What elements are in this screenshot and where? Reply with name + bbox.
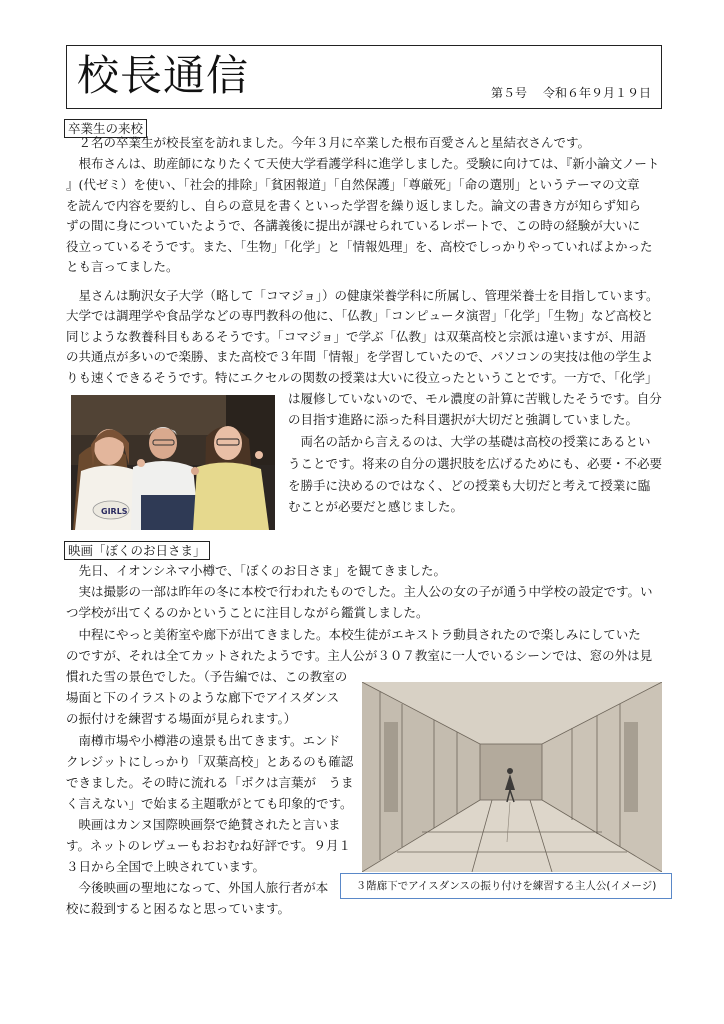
- paragraph-line: 中程にやっと美術室や廊下が出てきました。本校生徒がエキストラ動員されたので楽しみにしていた: [66, 627, 641, 642]
- hallway-sketch-graphic: [362, 682, 662, 872]
- paragraph-line: つ学校が出てくるのかということに注目しながら鑑賞しました。: [66, 605, 429, 620]
- paragraph-line: を読んで内容を要約し、自らの意見を書くといった学習を繰り返しました。論文の書き方が知らず知ら: [66, 198, 642, 213]
- section-heading-alumni: 卒業生の来校: [64, 119, 147, 138]
- paragraph-line: 同じような教養科目もあるそうです。「コマジョ」で学ぶ「仏教」は双葉高校と宗派は違いますが、用語: [66, 329, 647, 344]
- paragraph-line: く言えない」で始まる主題歌がとても印象的です。: [66, 796, 353, 811]
- image-caption: ３階廊下でアイスダンスの振り付けを練習する主人公(イメージ): [340, 873, 672, 899]
- paragraph-line: うことです。将来の自分の選択肢を広げるためにも、必要・不必要: [288, 456, 663, 471]
- paragraph-line: ２名の卒業生が校長室を訪れました。今年３月に卒業した根布百愛さんと星結衣さんです。: [66, 135, 591, 150]
- paragraph-line: りも速くできるそうです。特にエクセルの関数の授業は大いに役立ったということです。一方で、「化学」: [66, 370, 658, 385]
- paragraph-line: の目指す進路に添った科目選択が大切だと強調していました。: [288, 412, 639, 427]
- paragraph-line: 両名の話から言えるのは、大学の基礎は高校の授業にあるとい: [288, 434, 651, 449]
- paragraph-line: 慣れた雪の景色でした。（予告編では、この教室の: [66, 669, 348, 684]
- paragraph-line: ３日から全国で上映されています。: [66, 859, 266, 874]
- newsletter-header: [66, 45, 662, 109]
- paragraph-line: 』(代ゼミ）を使い、「社会的排除」「貧困報道」「自然保護」「尊厳死」「命の選別」というテーマの文章: [66, 177, 640, 192]
- paragraph-line: クレジットにしっかり「双葉高校」とあるのも確認: [66, 754, 354, 769]
- paragraph-line: の振付けを練習する場面が見られます。）: [66, 711, 297, 726]
- paragraph-line: 映画はカンヌ国際映画祭で絶賛されたと言いま: [66, 817, 341, 832]
- paragraph-line: を勝手に決めるのではなく、どの授業も大切だと考えて授業に臨: [288, 478, 651, 493]
- paragraph-line: 先日、イオンシネマ小樽で、「ぼくのお日さま」を観てきました。: [66, 563, 446, 578]
- issue-number: 第５号: [490, 86, 527, 100]
- paragraph-line: 南樽市場や小樽港の遠景も出てきます。エンド: [66, 733, 341, 748]
- tshirt-text: GIRLS: [101, 507, 128, 516]
- paragraph-line: 場面と下のイラストのような廊下でアイスダンス: [66, 690, 340, 705]
- paragraph-line: ずの間に身についていたようで、各講義後に提出が課せられているレポートで、この時の経験が大いに: [66, 218, 641, 233]
- paragraph-line: のですが、それは全てカットされたようです。主人公が３０７教室に一人でいるシーンでは、窓の外は見: [66, 648, 653, 663]
- section-heading-movie: 映画「ぼくのお日さま」: [64, 541, 210, 560]
- paragraph-line: 大学では調理学や食品学などの専門教科の他に、「仏教」「コンピュータ演習」「化学」「生物」など高校と: [66, 308, 654, 323]
- paragraph-line: むことが必要だと感じました。: [288, 499, 464, 514]
- paragraph-line: の共通点が多いので楽勝、また高校で３年間「情報」を学習していたので、パソコンの実技は他の学生よ: [66, 349, 654, 364]
- hallway-sketch: [362, 682, 662, 872]
- paragraph-line: は履修していないので、モル濃度の計算に苦戦したそうです。自分: [288, 391, 662, 406]
- paragraph-line: とも言ってました。: [66, 259, 179, 274]
- paragraph-line: できました。その時に流れる「ボクは言葉が うま: [66, 775, 354, 790]
- paragraph-line: 星さんは駒沢女子大学（略して「コマジョ」）の健康栄養学科に所属し、管理栄養士を目指しています。: [66, 288, 659, 303]
- paragraph-line: す。ネットのレヴューもおおむね好評です。９月１: [66, 838, 352, 853]
- alumni-photo-graphic: [71, 395, 275, 530]
- paragraph-line: 役立っているそうです。また、「生物」「化学」と「情報処理」を、高校でしっかりやっていればよかった: [66, 239, 653, 254]
- paragraph-line: 根布さんは、助産師になりたくて天使大学看護学科に進学しました。受験に向けては、『新小論文ノート: [66, 156, 660, 171]
- paragraph-line: 実は撮影の一部は昨年の冬に本校で行われたものでした。主人公の女の子が通う中学校の設定です。い: [66, 584, 653, 599]
- issue-date: 令和６年９月１９日: [542, 86, 651, 100]
- alumni-visit-photo: [71, 395, 275, 530]
- issue-date-line: [491, 86, 651, 100]
- paragraph-line: 校に殺到すると困るなと思っています。: [66, 901, 291, 916]
- paragraph-line: 今後映画の聖地になって、外国人旅行者が本: [66, 880, 329, 895]
- newsletter-title: 校長通信: [77, 51, 250, 100]
